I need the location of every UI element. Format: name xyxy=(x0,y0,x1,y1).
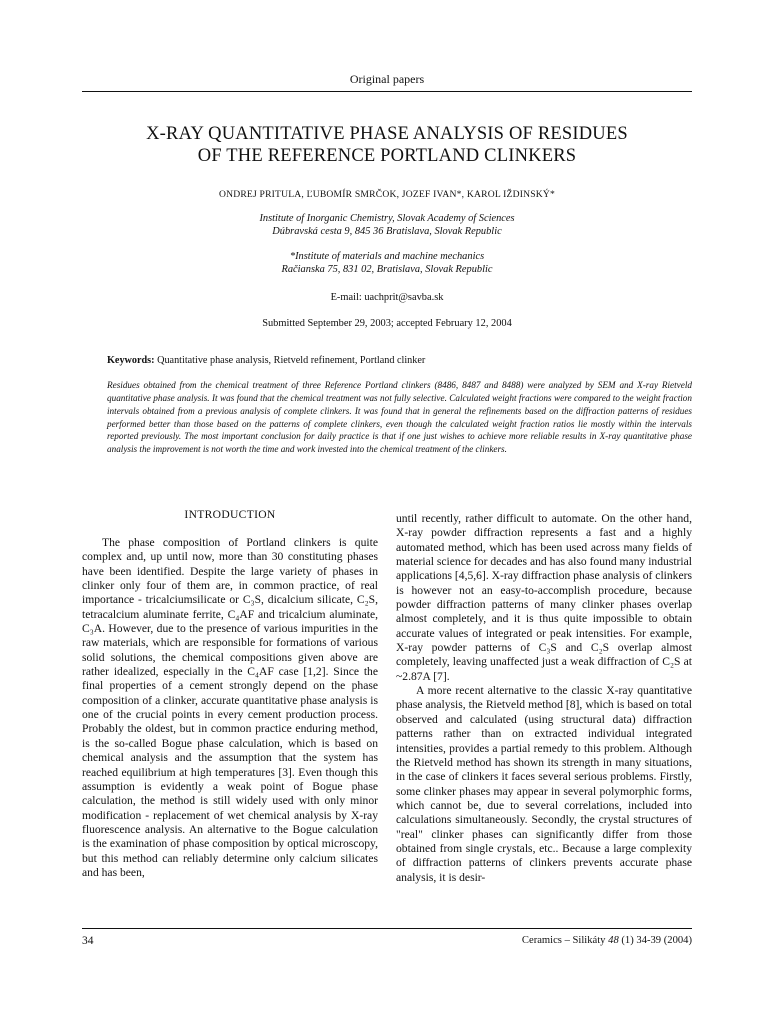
right-column xyxy=(396,512,692,885)
keywords-text: Quantitative phase analysis, Rietveld refinement, Portland clinker xyxy=(157,355,426,366)
paper-title xyxy=(82,123,692,167)
body-paragraph: A more recent alternative to the classic X-ray quantitative phase analysis, the Rietveld method [8], which is based on total observed and calculated (using structural data) diffraction patterns rather than on extracted individual integrated intensities, provides a partial remedy to this problem. Although the Rietveld method has shown its strength in many situations, in the case of clinkers it faces several serious problems. Firstly, some clinker phases may appear in several polymorphic forms, which cannot be, due to several correlations, included into calculations simultaneously. Secondly, the crystal structures of "real" clinker phases can significantly differ from those obtained from single crystals, etc.. Because a large complexity of diffraction patterns of clinkers prevents accurate phase analysis, it is desir- xyxy=(396,684,692,884)
left-column xyxy=(82,508,378,880)
title-line-1: X-RAY QUANTITATIVE PHASE ANALYSIS OF RESIDUES xyxy=(146,124,628,144)
affiliation-2 xyxy=(82,251,692,276)
affiliation-2-line-2: Račianska 75, 831 02, Bratislava, Slovak Republic xyxy=(281,263,493,275)
submission-dates: Submitted September 29, 2003; accepted February 12, 2004 xyxy=(262,318,512,329)
abstract: Residues obtained from the chemical treatment of three Reference Portland clinkers (8486, 8487 and 8488) were analyzed by SEM and X-ray Rietveld quantitative phase analysis. It was found that the chemical treatment was not fully selective. Calculated weight fractions were compared to the weight fraction intervals obtained from a previous analysis of complete clinkers. It was found that in general the refinements based on the diffraction patterns of residues performed better than those based on the patterns of complete clinkers, even though the calculated weight fraction ratios lie mostly within the intervals reported previously. The most important conclusion for daily practice is that if one just wishes to achieve more reliable results in X-ray quantitative phase analysis the improvement is not worth the time and work invested into the chemical treatment of the clinkers. xyxy=(107,380,692,455)
page-number: 34 xyxy=(82,935,94,947)
title-line-2: OF THE REFERENCE PORTLAND CLINKERS xyxy=(197,146,577,166)
journal-citation xyxy=(522,934,692,948)
affiliation-1-line-1: Institute of Inorganic Chemistry, Slovak Academy of Sciences xyxy=(259,213,515,224)
affiliation-2-line-1: *Institute of materials and machine mechanics xyxy=(289,251,485,262)
affiliation-1 xyxy=(82,213,692,238)
affiliation-1-line-2: Dúbravská cesta 9, 845 36 Bratislava, Slovak Republic xyxy=(272,225,502,237)
body-paragraph: until recently, rather difficult to automate. On the other hand, X-ray powder diffraction represents a fast and a highly automated method, which has been used across many fields of material science for decades and has also found many industrial applications [4,5,6]. X-ray diffraction phase analysis of clinkers is however not an easy-to-accomplish procedure, because powder diffraction patterns of many clinker phases overlap almost completely, and it is thus quite impossible to obtain accurate values of integrated or peak intensities. For example, X-ray powder patterns of C₃S and C₂S overlap almost completely, leaving unaffected just a weak diffraction of C₂S at ~2.87A [7]. xyxy=(396,512,692,683)
contact-email: E-mail: uachprit@savba.sk xyxy=(330,292,444,303)
journal-name: Ceramics – Silikáty xyxy=(521,935,606,946)
keywords-label: Keywords: xyxy=(107,355,155,366)
footer-rule xyxy=(82,928,692,929)
running-head: Original papers xyxy=(349,72,425,86)
journal-issue-pages: (1) 34-39 (2004) xyxy=(621,935,692,946)
body-paragraph: The phase composition of Portland clinkers is quite complex and, up until now, more than 30 constituting phases have been identified. Despite the large variety of phases in clinker only four of them are, in common practice, of real importance - tricalciumsilicate or C₃S, dicalcium silicate, C₂S, tetracalcium aluminate ferrite, C₄AF and tricalcium aluminate, C₃A. However, due to the presence of various impurities in the raw materials, which are responsible for formations of various solid solutions, the chemical compositions given above are rather idealized, especially in the C₄AF case [1,2]. Since the final properties of a cement strongly depend on the phase composition of a clinker, accurate quantitative phase analysis is one of the crucial points in every cement production process. Probably the oldest, but in common practice enduring method, is the so-called Bogue phase calculation, which is based on chemical analysis and the assumption that the system has reached equilibrium at high temperatures [3]. Even though this assumption is evidently a weak point of Bogue phase calculation, the method is still widely used with only minor modification - replacement of wet chemical analysis by X-ray fluorescence analysis. An alternative to the Bogue calculation is the examination of phase composition by optical microscopy, but this method can reliably determine only calcium silicates and has been, xyxy=(82,536,378,879)
journal-volume: 48 xyxy=(608,935,619,946)
keywords xyxy=(107,354,692,367)
section-heading-introduction: INTRODUCTION xyxy=(184,508,276,521)
header-rule xyxy=(82,91,692,92)
author-list: ONDREJ PRITULA, ĽUBOMÍR SMRČOK, JOZEF IVAN*, KAROL IŽDINSKÝ* xyxy=(218,189,556,200)
